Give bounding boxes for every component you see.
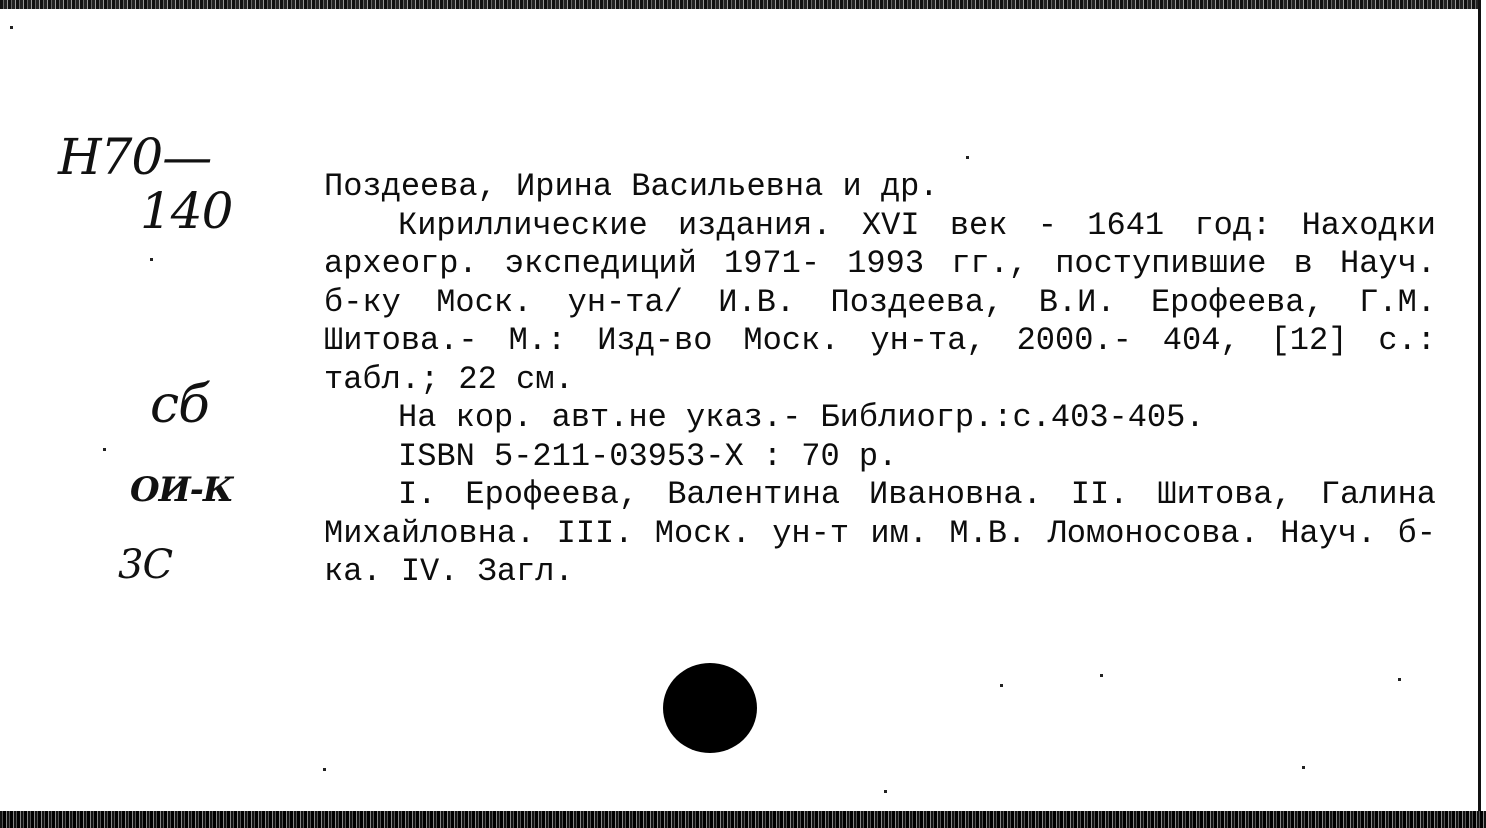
scan-speck bbox=[1100, 674, 1103, 677]
scan-speck bbox=[150, 258, 153, 261]
copy-mark-3c: 3С bbox=[118, 542, 173, 588]
scan-speck bbox=[966, 156, 969, 159]
department-mark-oik: ОИ-К bbox=[130, 470, 233, 510]
punch-hole bbox=[663, 663, 757, 753]
tracings: I. Ерофеева, Валентина Ивановна. II. Шитова, Галина Михайловна. III. Моск. ун-т им. М.В. Ломоносова. Науч. б-ка. IV. Загл. bbox=[324, 476, 1436, 590]
title-description: Кириллические издания. XVI век - 1641 год: Находки археогр. экспедиций 1971- 1993 гг., поступившие в Науч. б-ку Моск. ун-та/ И.В. Поздеева, В.И. Ерофеева, Г.М. Шитова.- М.: Изд-во Моск. ун-та, 2000.- 404, [12] с.: табл.; 22 см. bbox=[324, 206, 1436, 398]
scan-speck bbox=[10, 26, 13, 29]
scan-speck bbox=[323, 768, 326, 771]
isbn-price: ISBN 5-211-03953-X : 70 р. bbox=[398, 437, 898, 475]
catalog-entry bbox=[324, 168, 1436, 592]
scan-speck bbox=[1398, 678, 1401, 681]
author-heading: Поздеева, Ирина Васильевна и др. bbox=[324, 168, 939, 205]
scan-speck bbox=[1302, 766, 1305, 769]
shelf-mark-line1: Н70— bbox=[58, 128, 212, 186]
card-right-edge bbox=[1478, 0, 1486, 828]
scan-speck bbox=[884, 790, 887, 793]
card-bottom-edge bbox=[0, 811, 1486, 828]
shelf-mark-line2: 140 bbox=[140, 182, 233, 240]
scan-speck bbox=[103, 448, 106, 451]
card-top-edge bbox=[0, 0, 1486, 9]
scan-speck bbox=[1000, 684, 1003, 687]
collection-mark-sb: сб bbox=[150, 375, 209, 435]
bibliographic-note: На кор. авт.не указ.- Библиогр.:с.403-405. bbox=[398, 399, 1205, 436]
